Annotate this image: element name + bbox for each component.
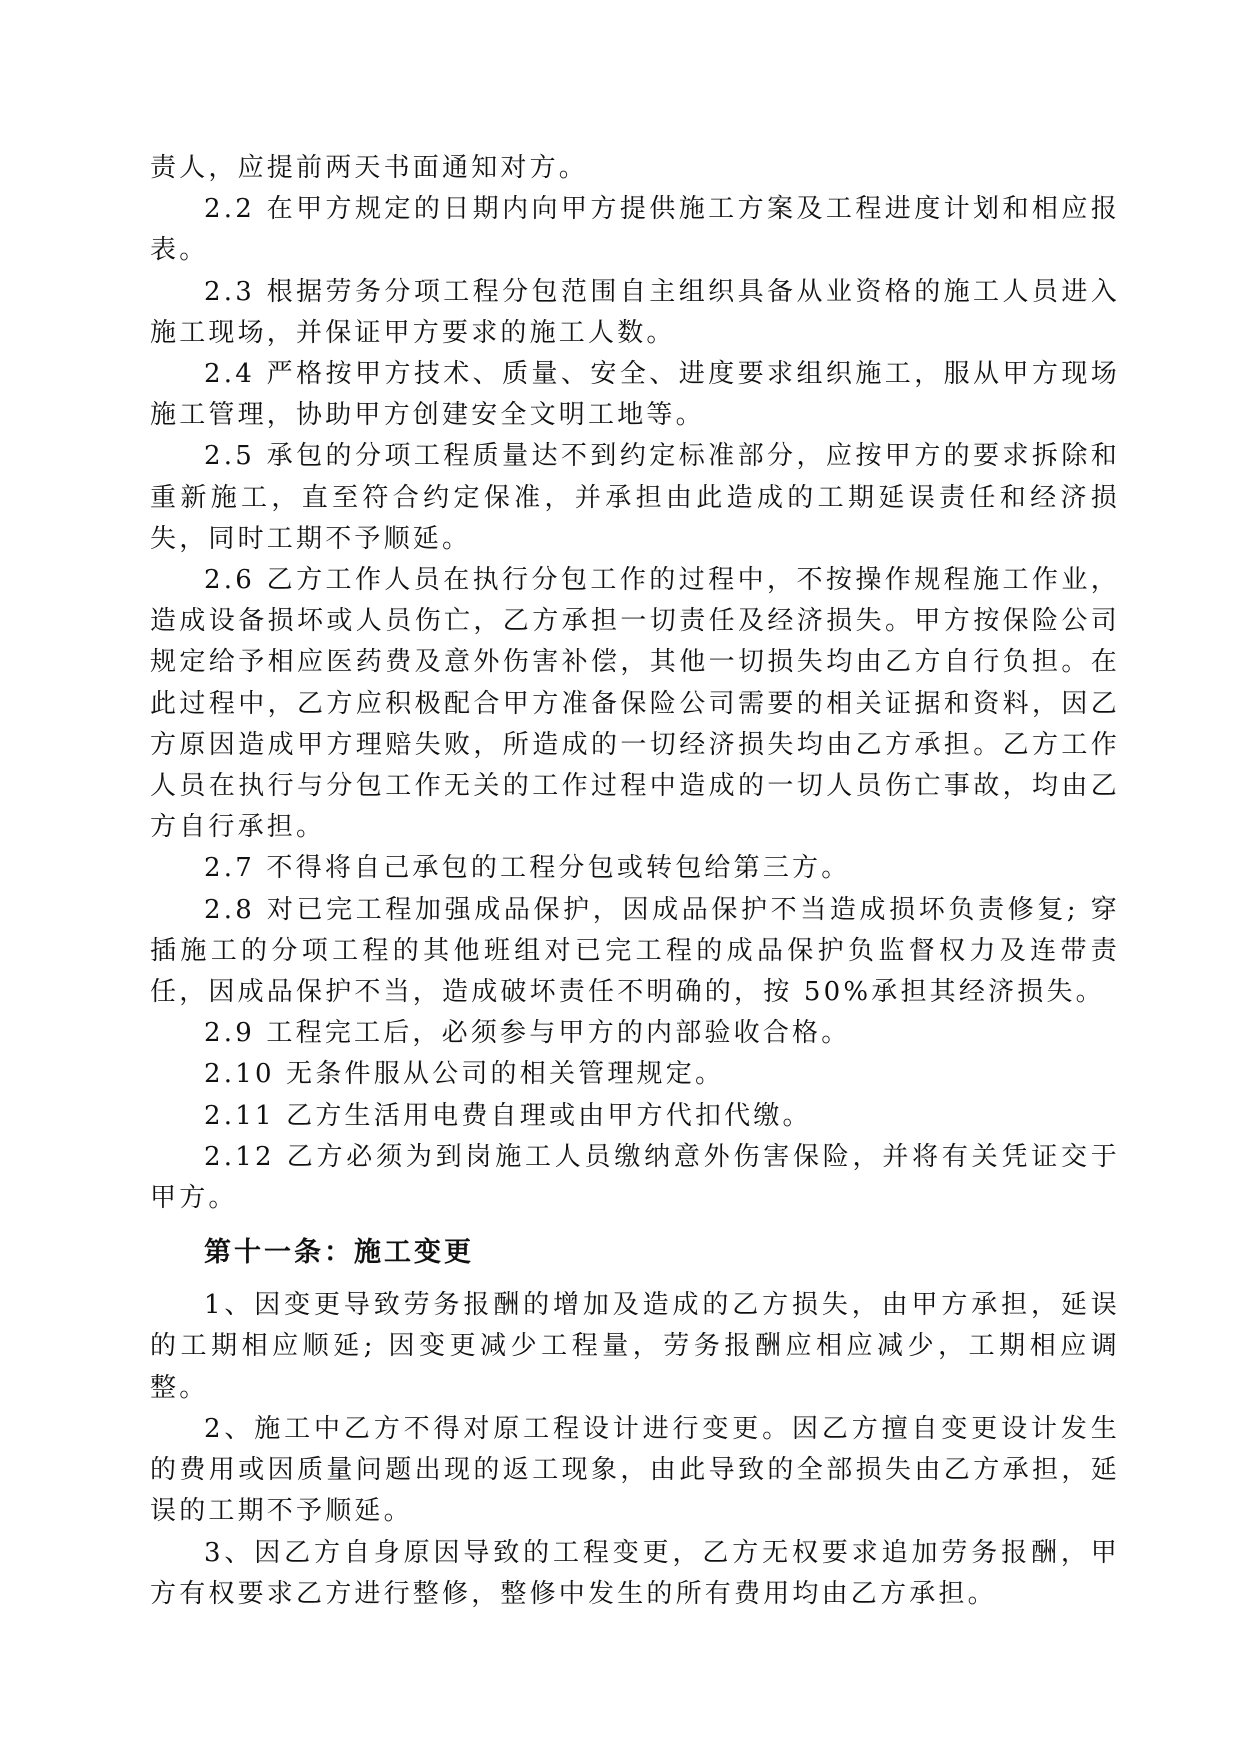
clause-2-10: 2.10 无条件服从公司的相关管理规定。 <box>204 1059 725 1090</box>
clause-2-6: 2.6 乙方工作人员在执行分包工作的过程中，不按操作规程施工作业，造成设备损坏或人员伤亡，乙方承担一切责任及经济损失。甲方按保险公司规定给予相应医药费及意外伤害补偿，其他一切损失均由乙方自行负担。在此过程中，乙方应积极配合甲方准备保险公司需要的相关证据和资料，因乙方原因造成甲方理赔失败，所造成的一切经济损失均由乙方承担。乙方工作人员在执行与分包工作无关的工作过程中造成的一切人员伤亡事故，均由乙方自行承担。 <box>150 565 1120 843</box>
clause-2-7: 2.7 不得将自己承包的工程分包或转包给第三方。 <box>204 853 851 884</box>
clause-2-5: 2.5 承包的分项工程质量达不到约定标准部分，应按甲方的要求拆除和重新施工，直至符合约定保准，并承担由此造成的工期延误责任和经济损失，同时工期不予顺延。 <box>150 441 1120 554</box>
document-page <box>150 148 1120 1615</box>
clause-2-2: 2.2 在甲方规定的日期内向甲方提供施工方案及工程进度计划和相应报表。 <box>150 194 1120 266</box>
clause-2-9: 2.9 工程完工后，必须参与甲方的内部验收合格。 <box>204 1018 851 1049</box>
section-heading: 第十一条：施工变更 <box>204 1237 474 1269</box>
section-clause-3: 3、因乙方自身原因导致的工程变更，乙方无权要求追加劳务报酬，甲方有权要求乙方进行整修，整修中发生的所有费用均由乙方承担。 <box>150 1537 1120 1609</box>
clause-2-4: 2.4 严格按甲方技术、质量、安全、进度要求组织施工，服从甲方现场施工管理，协助甲方创建安全文明工地等。 <box>150 359 1120 431</box>
clause-2-12: 2.12 乙方必须为到岗施工人员缴纳意外伤害保险，并将有关凭证交于甲方。 <box>150 1141 1120 1214</box>
section-clause-2: 2、施工中乙方不得对原工程设计进行变更。因乙方擅自变更设计发生的费用或因质量问题出现的返工现象，由此导致的全部损失由乙方承担，延误的工期不予顺延。 <box>150 1413 1120 1527</box>
clause-2-3: 2.3 根据劳务分项工程分包范围自主组织具备从业资格的施工人员进入施工现场，并保证甲方要求的施工人数。 <box>150 276 1120 348</box>
clause-2-8: 2.8 对已完工程加强成品保护，因成品保护不当造成损坏负责修复; 穿插施工的分项工程的其他班组对已完工程的成品保护负监督权力及连带责任，因成品保护不当，造成破坏责任不明确的，按 50%承担其经济损失。 <box>150 894 1120 1008</box>
clause-2-11: 2.11 乙方生活用电费自理或由甲方代扣代缴。 <box>204 1100 812 1131</box>
paragraph-continuation: 责人，应提前两天书面通知对方。 <box>150 153 589 183</box>
section-clause-1: 1、因变更导致劳务报酬的增加及造成的乙方损失，由甲方承担，延误的工期相应顺延; 因变更减少工程量，劳务报酬应相应减少，工期相应调整。 <box>150 1290 1120 1403</box>
